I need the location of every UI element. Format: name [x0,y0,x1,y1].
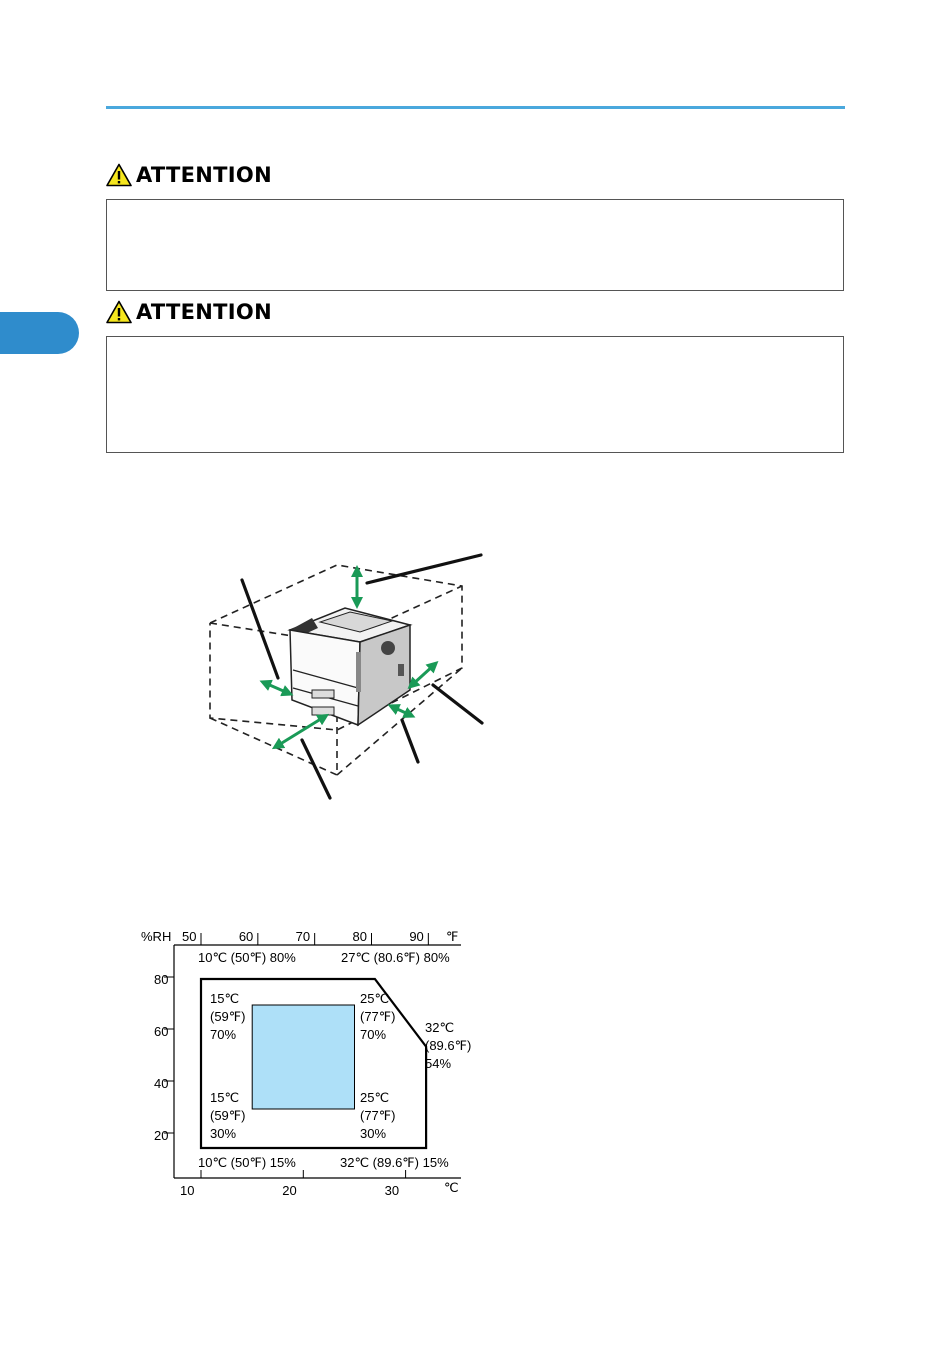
top-tick-label: 70 [295,929,311,944]
label-inner-top-right-2: (77℉) [360,1009,396,1024]
label-side-right-3: 54% [425,1056,452,1071]
top-tick-label: 50 [182,929,197,944]
temperature-humidity-chart [130,920,490,1210]
bottom-tick-label: 30 [384,1183,400,1198]
label-outer-top-right: 27℃ (80.6℉) 80% [341,950,450,965]
y-tick-label: 20 [154,1128,169,1143]
printer-clearance-illustration [0,540,520,810]
attention-box-2 [106,336,844,453]
bottom-tick-label: 10 [180,1183,195,1198]
y-tick-label: 80 [154,972,169,987]
y-tick-label: 40 [154,1076,169,1091]
top-tick-label: 60 [238,929,254,944]
chapter-tab [0,312,79,354]
bottom-axis-unit: ℃ [444,1180,459,1195]
label-outer-top-left: 10℃ (50℉) 80% [198,950,296,965]
label-inner-bottom-left-2: (59℉) [210,1108,246,1123]
label-inner-bottom-right-2: (77℉) [360,1108,396,1123]
top-tick-label: 90 [409,929,424,944]
label-inner-top-left-2: (59℉) [210,1009,246,1024]
top-tick-label: 80 [352,929,367,944]
label-inner-top-left-1: 15℃ [210,991,240,1006]
label-inner-top-right-1: 25℃ [360,991,390,1006]
label-inner-bottom-left-1: 15℃ [210,1090,240,1105]
label-inner-bottom-right-3: 30% [360,1126,387,1141]
label-inner-top-right-3: 70% [360,1027,387,1042]
label-inner-bottom-left-3: 30% [210,1126,237,1141]
warning-triangle-icon [106,300,132,324]
label-inner-bottom-right-1: 25℃ [360,1090,390,1105]
label-side-right-2: (89.6℉) [425,1038,472,1053]
header-rule [106,106,845,109]
label-outer-bottom-right: 32℃ (89.6℉) 15% [340,1155,449,1170]
printer-body [290,608,410,725]
y-tick-label: 60 [154,1024,169,1039]
attention-label: ATTENTION [136,162,272,187]
attention-box-1 [106,199,844,291]
attention-heading-2 [106,300,272,324]
y-axis-label: %RH [141,929,172,944]
warning-triangle-icon [106,163,132,187]
label-side-right-1: 32℃ [425,1020,455,1035]
recommended-range-area [252,1005,354,1109]
label-outer-bottom-left: 10℃ (50℉) 15% [198,1155,296,1170]
top-axis-unit: ℉ [446,929,459,944]
label-inner-top-left-3: 70% [210,1027,237,1042]
attention-heading-1 [106,163,272,187]
attention-label: ATTENTION [136,299,272,324]
bottom-tick-label: 20 [282,1183,297,1198]
